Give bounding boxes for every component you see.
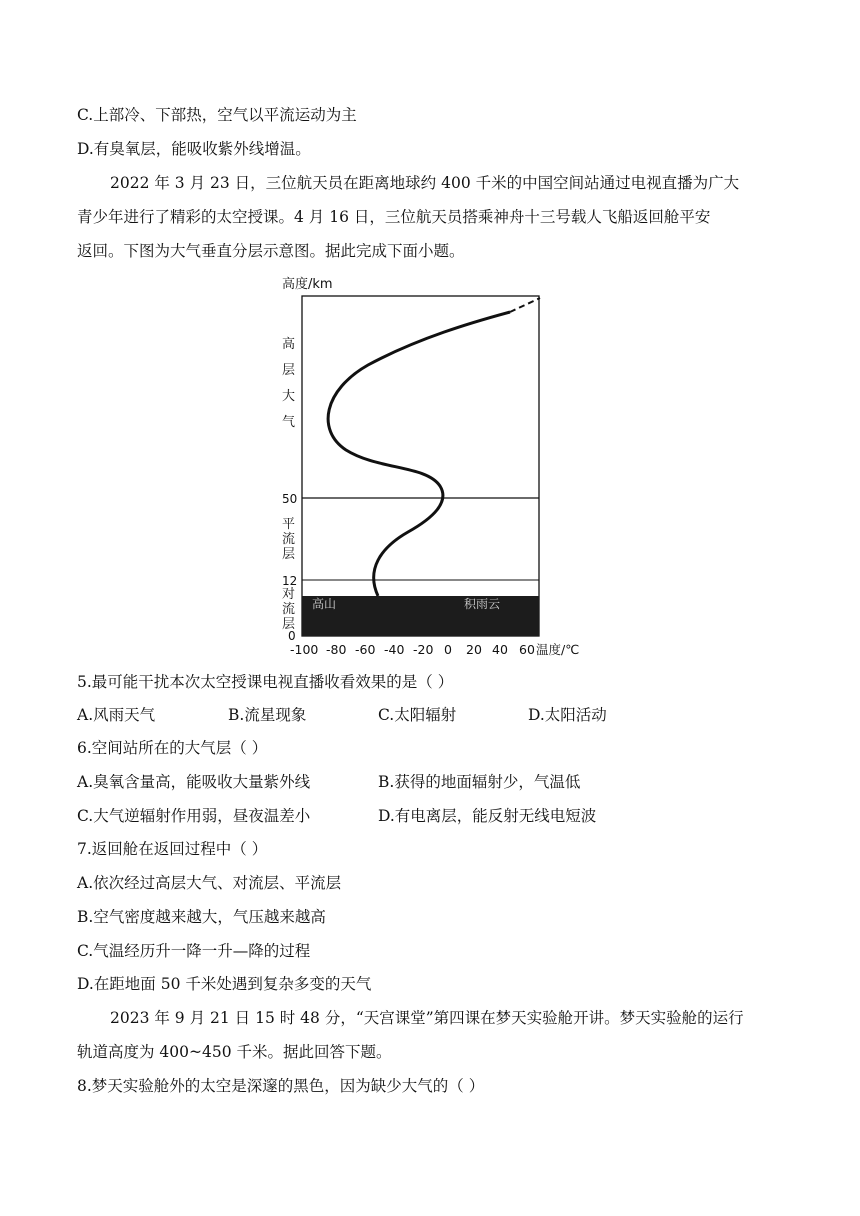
q7-option-c: C.气温经历升一降一升—降的过程 xyxy=(77,942,311,960)
x-tick: -20 xyxy=(413,642,434,657)
layer-strat-char-3: 层 xyxy=(282,547,296,562)
prev-option-c: C.上部冷、下部热，空气以平流运动为主 xyxy=(77,106,357,124)
layer-trop-char-2: 流 xyxy=(282,602,296,617)
prev-option-d: D.有臭氧层，能吸收紫外线增温。 xyxy=(77,140,311,158)
temperature-curve-dashed xyxy=(510,298,540,312)
intro-paragraph-1-line-1: 2022 年 3 月 23 日，三位航天员在距离地球约 400 千米的中国空间站通过电视直播为广大 xyxy=(110,174,740,192)
q5-option-d: D.太阳活动 xyxy=(528,706,607,724)
y-axis-label: 高度/km xyxy=(282,277,333,292)
x-tick: -80 xyxy=(326,642,347,657)
intro-paragraph-1-line-2: 青少年进行了精彩的太空授课。4 月 16 日，三位航天员搭乘神舟十三号载人飞船返回舱平安 xyxy=(77,208,711,226)
x-tick: -100 xyxy=(290,642,319,657)
q6-option-a: A.臭氧含量高，能吸收大量紫外线 xyxy=(77,773,311,791)
x-tick: 20 xyxy=(466,642,482,657)
y-tick-50: 50 xyxy=(282,492,298,506)
q5-option-c: C.太阳辐射 xyxy=(378,706,457,724)
question-6: 6.空间站所在的大气层（ ） xyxy=(77,739,268,757)
x-tick: -40 xyxy=(384,642,405,657)
layer-trop-char-1: 对 xyxy=(282,587,296,602)
temperature-curve xyxy=(328,312,510,596)
q6-option-b: B.获得的地面辐射少，气温低 xyxy=(378,773,581,791)
layer-upper-char-1: 高 xyxy=(282,337,296,352)
x-tick: 60 xyxy=(519,642,535,657)
q7-option-b: B.空气密度越来越大，气压越来越高 xyxy=(77,908,326,926)
q7-option-d: D.在距地面 50 千米处遇到复杂多变的天气 xyxy=(77,975,372,993)
question-7: 7.返回舱在返回过程中（ ） xyxy=(77,840,268,858)
x-tick: -60 xyxy=(355,642,376,657)
intro-paragraph-2-line-1: 2023 年 9 月 21 日 15 时 48 分，“天宫课堂”第四课在梦天实验舱开讲。梦天实验舱的运行 xyxy=(110,1009,744,1027)
x-axis-label: 温度/℃ xyxy=(536,642,580,657)
layer-upper-char-3: 大 xyxy=(282,389,296,404)
q5-option-b: B.流星现象 xyxy=(228,706,307,724)
plot-frame xyxy=(302,296,539,636)
label-cloud: 积雨云 xyxy=(464,597,501,611)
intro-paragraph-1-line-3: 返回。下图为大气垂直分层示意图。据此完成下面小题。 xyxy=(77,242,465,260)
layer-upper-char-4: 气 xyxy=(282,415,296,430)
ground-band xyxy=(302,596,539,636)
q7-option-a: A.依次经过高层大气、对流层、平流层 xyxy=(77,874,342,892)
atmosphere-layer-diagram xyxy=(268,270,628,670)
q6-option-c: C.大气逆辐射作用弱，昼夜温差小 xyxy=(77,807,311,825)
q5-option-a: A.风雨天气 xyxy=(77,706,156,724)
y-tick-0: 0 xyxy=(288,629,296,643)
y-tick-12: 12 xyxy=(282,574,298,588)
intro-paragraph-2-line-2: 轨道高度为 400~450 千米。据此回答下题。 xyxy=(77,1043,392,1061)
label-mountain: 高山 xyxy=(312,597,337,611)
layer-trop-char-3: 层 xyxy=(282,617,296,632)
layer-strat-char-1: 平 xyxy=(282,517,296,532)
question-8: 8.梦天实验舱外的太空是深邃的黑色，因为缺少大气的（ ） xyxy=(77,1077,485,1095)
question-5: 5.最可能干扰本次太空授课电视直播收看效果的是（ ） xyxy=(77,673,454,691)
layer-strat-char-2: 流 xyxy=(282,532,296,547)
layer-upper-char-2: 层 xyxy=(282,363,296,378)
q6-option-d: D.有电离层，能反射无线电短波 xyxy=(378,807,597,825)
x-tick: 0 xyxy=(444,642,452,657)
x-tick: 40 xyxy=(492,642,508,657)
